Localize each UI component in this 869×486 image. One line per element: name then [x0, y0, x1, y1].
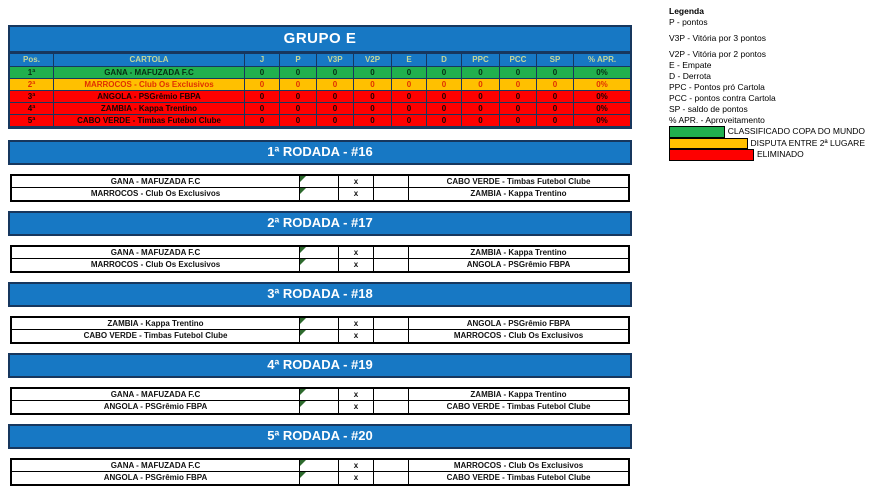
col-header-cartola: CARTOLA	[54, 54, 245, 67]
round-2-matches	[10, 245, 630, 273]
legend-status-disputa	[669, 138, 865, 150]
round-1-matches	[10, 174, 630, 202]
away-score-cell[interactable]	[374, 176, 409, 188]
away-score-cell[interactable]	[374, 460, 409, 472]
red-swatch-icon	[669, 149, 754, 161]
home-score-cell[interactable]	[300, 176, 339, 188]
stat-cell: 0	[245, 79, 280, 91]
home-team-cell: ZAMBIA - Kappa Trentino	[12, 318, 300, 330]
versus-cell: x	[339, 460, 374, 472]
stat-cell: 0	[354, 103, 392, 115]
versus-cell: x	[339, 318, 374, 330]
stat-cell: 0	[317, 91, 354, 103]
stat-cell: 0	[354, 115, 392, 127]
stat-cell: 0	[462, 115, 500, 127]
legend-item-d: D - Derrota	[669, 71, 712, 81]
versus-cell: x	[339, 176, 374, 188]
away-score-cell[interactable]	[374, 318, 409, 330]
round-1-header: 1ª RODADA - #16	[8, 140, 632, 165]
stat-cell: 0	[245, 115, 280, 127]
home-team-cell: CABO VERDE - Timbas Futebol Clube	[12, 330, 300, 342]
col-header-v3p: V3P	[317, 54, 354, 67]
team-cell: ANGOLA - PSGrêmio FBPA	[54, 91, 245, 103]
home-score-cell[interactable]	[300, 318, 339, 330]
home-team-cell: MARROCOS - Club Os Exclusivos	[12, 259, 300, 271]
legend-status-label: CLASSIFICADO COPA DO MUNDO	[727, 126, 865, 136]
stat-cell: 0	[354, 91, 392, 103]
versus-cell: x	[339, 247, 374, 259]
versus-cell: x	[339, 330, 374, 342]
stat-cell: 0	[280, 79, 317, 91]
group-section	[8, 25, 632, 486]
legend-item-e: E - Empate	[669, 60, 712, 70]
pos-cell: 2ª	[10, 79, 54, 91]
group-standings-table	[8, 53, 632, 129]
comment-marker-icon	[300, 247, 306, 253]
home-team-cell: ANGOLA - PSGrêmio FBPA	[12, 472, 300, 484]
away-team-cell: ZAMBIA - Kappa Trentino	[409, 389, 628, 401]
stat-cell: 0	[537, 91, 574, 103]
pos-cell: 4ª	[10, 103, 54, 115]
comment-marker-icon	[300, 401, 306, 407]
col-header-ppc: PPC	[462, 54, 500, 67]
stat-cell: 0	[500, 103, 537, 115]
legend-item-v2p: V2P - Vitória por 2 pontos	[669, 49, 767, 59]
stat-cell: 0	[537, 115, 574, 127]
col-header-j: J	[245, 54, 280, 67]
away-team-cell: ZAMBIA - Kappa Trentino	[409, 247, 628, 259]
team-cell: CABO VERDE - Timbas Futebol Clube	[54, 115, 245, 127]
stat-cell: 0	[354, 67, 392, 79]
away-team-cell: MARROCOS - Club Os Exclusivos	[409, 460, 628, 472]
team-cell: ZAMBIA - Kappa Trentino	[54, 103, 245, 115]
col-header-p: P	[280, 54, 317, 67]
away-score-cell[interactable]	[374, 247, 409, 259]
stat-cell: 0	[317, 103, 354, 115]
home-score-cell[interactable]	[300, 259, 339, 271]
versus-cell: x	[339, 188, 374, 200]
stat-cell: 0	[500, 79, 537, 91]
home-team-cell: GANA - MAFUZADA F.C	[12, 389, 300, 401]
away-score-cell[interactable]	[374, 472, 409, 484]
away-team-cell: ANGOLA - PSGrêmio FBPA	[409, 318, 628, 330]
stat-cell: 0%	[574, 103, 630, 115]
legend-item-ppc: PPC - Pontos pró Cartola	[669, 82, 765, 92]
home-score-cell[interactable]	[300, 460, 339, 472]
gold-swatch-icon	[669, 138, 748, 150]
stat-cell: 0	[245, 103, 280, 115]
round-5-matches	[10, 458, 630, 486]
home-score-cell[interactable]	[300, 247, 339, 259]
comment-marker-icon	[300, 318, 306, 324]
home-score-cell[interactable]	[300, 188, 339, 200]
home-team-cell: MARROCOS - Club Os Exclusivos	[12, 188, 300, 200]
round-2-header: 2ª RODADA - #17	[8, 211, 632, 236]
stat-cell: 0	[317, 67, 354, 79]
legend-item-v3p: V3P - Vitória por 3 pontos	[669, 33, 767, 43]
stat-cell: 0	[427, 67, 462, 79]
stat-cell: 0	[280, 103, 317, 115]
away-team-cell: ANGOLA - PSGrêmio FBPA	[409, 259, 628, 271]
stat-cell: 0	[245, 91, 280, 103]
stat-cell: 0	[427, 103, 462, 115]
away-team-cell: ZAMBIA - Kappa Trentino	[409, 188, 628, 200]
legend-status-label: ELIMINADO	[757, 149, 804, 159]
stat-cell: 0	[392, 79, 427, 91]
round-4-header: 4ª RODADA - #19	[8, 353, 632, 378]
stat-cell: 0	[537, 103, 574, 115]
away-team-cell: CABO VERDE - Timbas Futebol Clube	[409, 472, 628, 484]
away-team-cell: MARROCOS - Club Os Exclusivos	[409, 330, 628, 342]
legend-status-label: DISPUTA ENTRE 2ª LUGARE	[750, 137, 865, 148]
stat-cell: 0	[392, 103, 427, 115]
away-score-cell[interactable]	[374, 330, 409, 342]
away-team-cell: CABO VERDE - Timbas Futebol Clube	[409, 401, 628, 413]
pos-cell: 5ª	[10, 115, 54, 127]
stat-cell: 0	[537, 79, 574, 91]
stat-cell: 0	[500, 115, 537, 127]
round-3-header: 3ª RODADA - #18	[8, 282, 632, 307]
col-header-e: E	[392, 54, 427, 67]
home-team-cell: ANGOLA - PSGrêmio FBPA	[12, 401, 300, 413]
group-title: GRUPO E	[8, 25, 632, 53]
away-team-cell: CABO VERDE - Timbas Futebol Clube	[409, 176, 628, 188]
comment-marker-icon	[300, 460, 306, 466]
home-score-cell[interactable]	[300, 472, 339, 484]
stat-cell: 0%	[574, 91, 630, 103]
legend-item-sp: SP - saldo de pontos	[669, 104, 748, 114]
away-score-cell[interactable]	[374, 259, 409, 271]
round-4-matches	[10, 387, 630, 415]
stat-cell: 0	[500, 91, 537, 103]
stat-cell: 0	[462, 103, 500, 115]
home-score-cell[interactable]	[300, 389, 339, 401]
stat-cell: 0	[245, 67, 280, 79]
team-cell: MARROCOS - Club Os Exclusivos	[54, 79, 245, 91]
stat-cell: 0	[462, 91, 500, 103]
col-header-v2p: V2P	[354, 54, 392, 67]
stat-cell: 0	[280, 91, 317, 103]
away-score-cell[interactable]	[374, 188, 409, 200]
comment-marker-icon	[300, 176, 306, 182]
comment-marker-icon	[300, 330, 306, 336]
stat-cell: 0	[537, 67, 574, 79]
comment-marker-icon	[300, 188, 306, 194]
stat-cell: 0	[427, 91, 462, 103]
legend-status-eliminado	[669, 149, 865, 161]
versus-cell: x	[339, 259, 374, 271]
stat-cell: 0%	[574, 67, 630, 79]
home-team-cell: GANA - MAFUZADA F.C	[12, 247, 300, 259]
legend-title: Legenda	[669, 6, 704, 16]
comment-marker-icon	[300, 259, 306, 265]
col-header-d: D	[427, 54, 462, 67]
stat-cell: 0	[317, 79, 354, 91]
round-5-header: 5ª RODADA - #20	[8, 424, 632, 449]
versus-cell: x	[339, 472, 374, 484]
stat-cell: 0	[427, 79, 462, 91]
stat-cell: 0	[354, 79, 392, 91]
stat-cell: 0%	[574, 79, 630, 91]
col-header-sp: SP	[537, 54, 574, 67]
stat-cell: 0	[392, 91, 427, 103]
legend-item-p: P - pontos	[669, 17, 708, 27]
versus-cell: x	[339, 401, 374, 413]
stat-cell: 0	[392, 67, 427, 79]
stat-cell: 0	[462, 79, 500, 91]
col-header-pcc: PCC	[500, 54, 537, 67]
round-3-matches	[10, 316, 630, 344]
comment-marker-icon	[300, 389, 306, 395]
away-score-cell[interactable]	[374, 389, 409, 401]
stat-cell: 0%	[574, 115, 630, 127]
col-header-apr: % APR.	[574, 54, 630, 67]
col-header-pos: Pos.	[10, 54, 54, 67]
stat-cell: 0	[317, 115, 354, 127]
stat-cell: 0	[392, 115, 427, 127]
legend-item-pcc: PCC - pontos contra Cartola	[669, 93, 776, 103]
home-team-cell: GANA - MAFUZADA F.C	[12, 460, 300, 472]
green-swatch-icon	[669, 126, 725, 138]
comment-marker-icon	[300, 472, 306, 478]
stat-cell: 0	[280, 115, 317, 127]
team-cell: GANA - MAFUZADA F.C	[54, 67, 245, 79]
home-score-cell[interactable]	[300, 330, 339, 342]
pos-cell: 1ª	[10, 67, 54, 79]
legend	[669, 6, 865, 161]
home-team-cell: GANA - MAFUZADA F.C	[12, 176, 300, 188]
stat-cell: 0	[427, 115, 462, 127]
legend-status-classificado	[669, 126, 865, 138]
stat-cell: 0	[462, 67, 500, 79]
home-score-cell[interactable]	[300, 401, 339, 413]
stat-cell: 0	[500, 67, 537, 79]
versus-cell: x	[339, 389, 374, 401]
stat-cell: 0	[280, 67, 317, 79]
away-score-cell[interactable]	[374, 401, 409, 413]
pos-cell: 3ª	[10, 91, 54, 103]
legend-item-apr: % APR. - Aproveitamento	[669, 115, 765, 125]
